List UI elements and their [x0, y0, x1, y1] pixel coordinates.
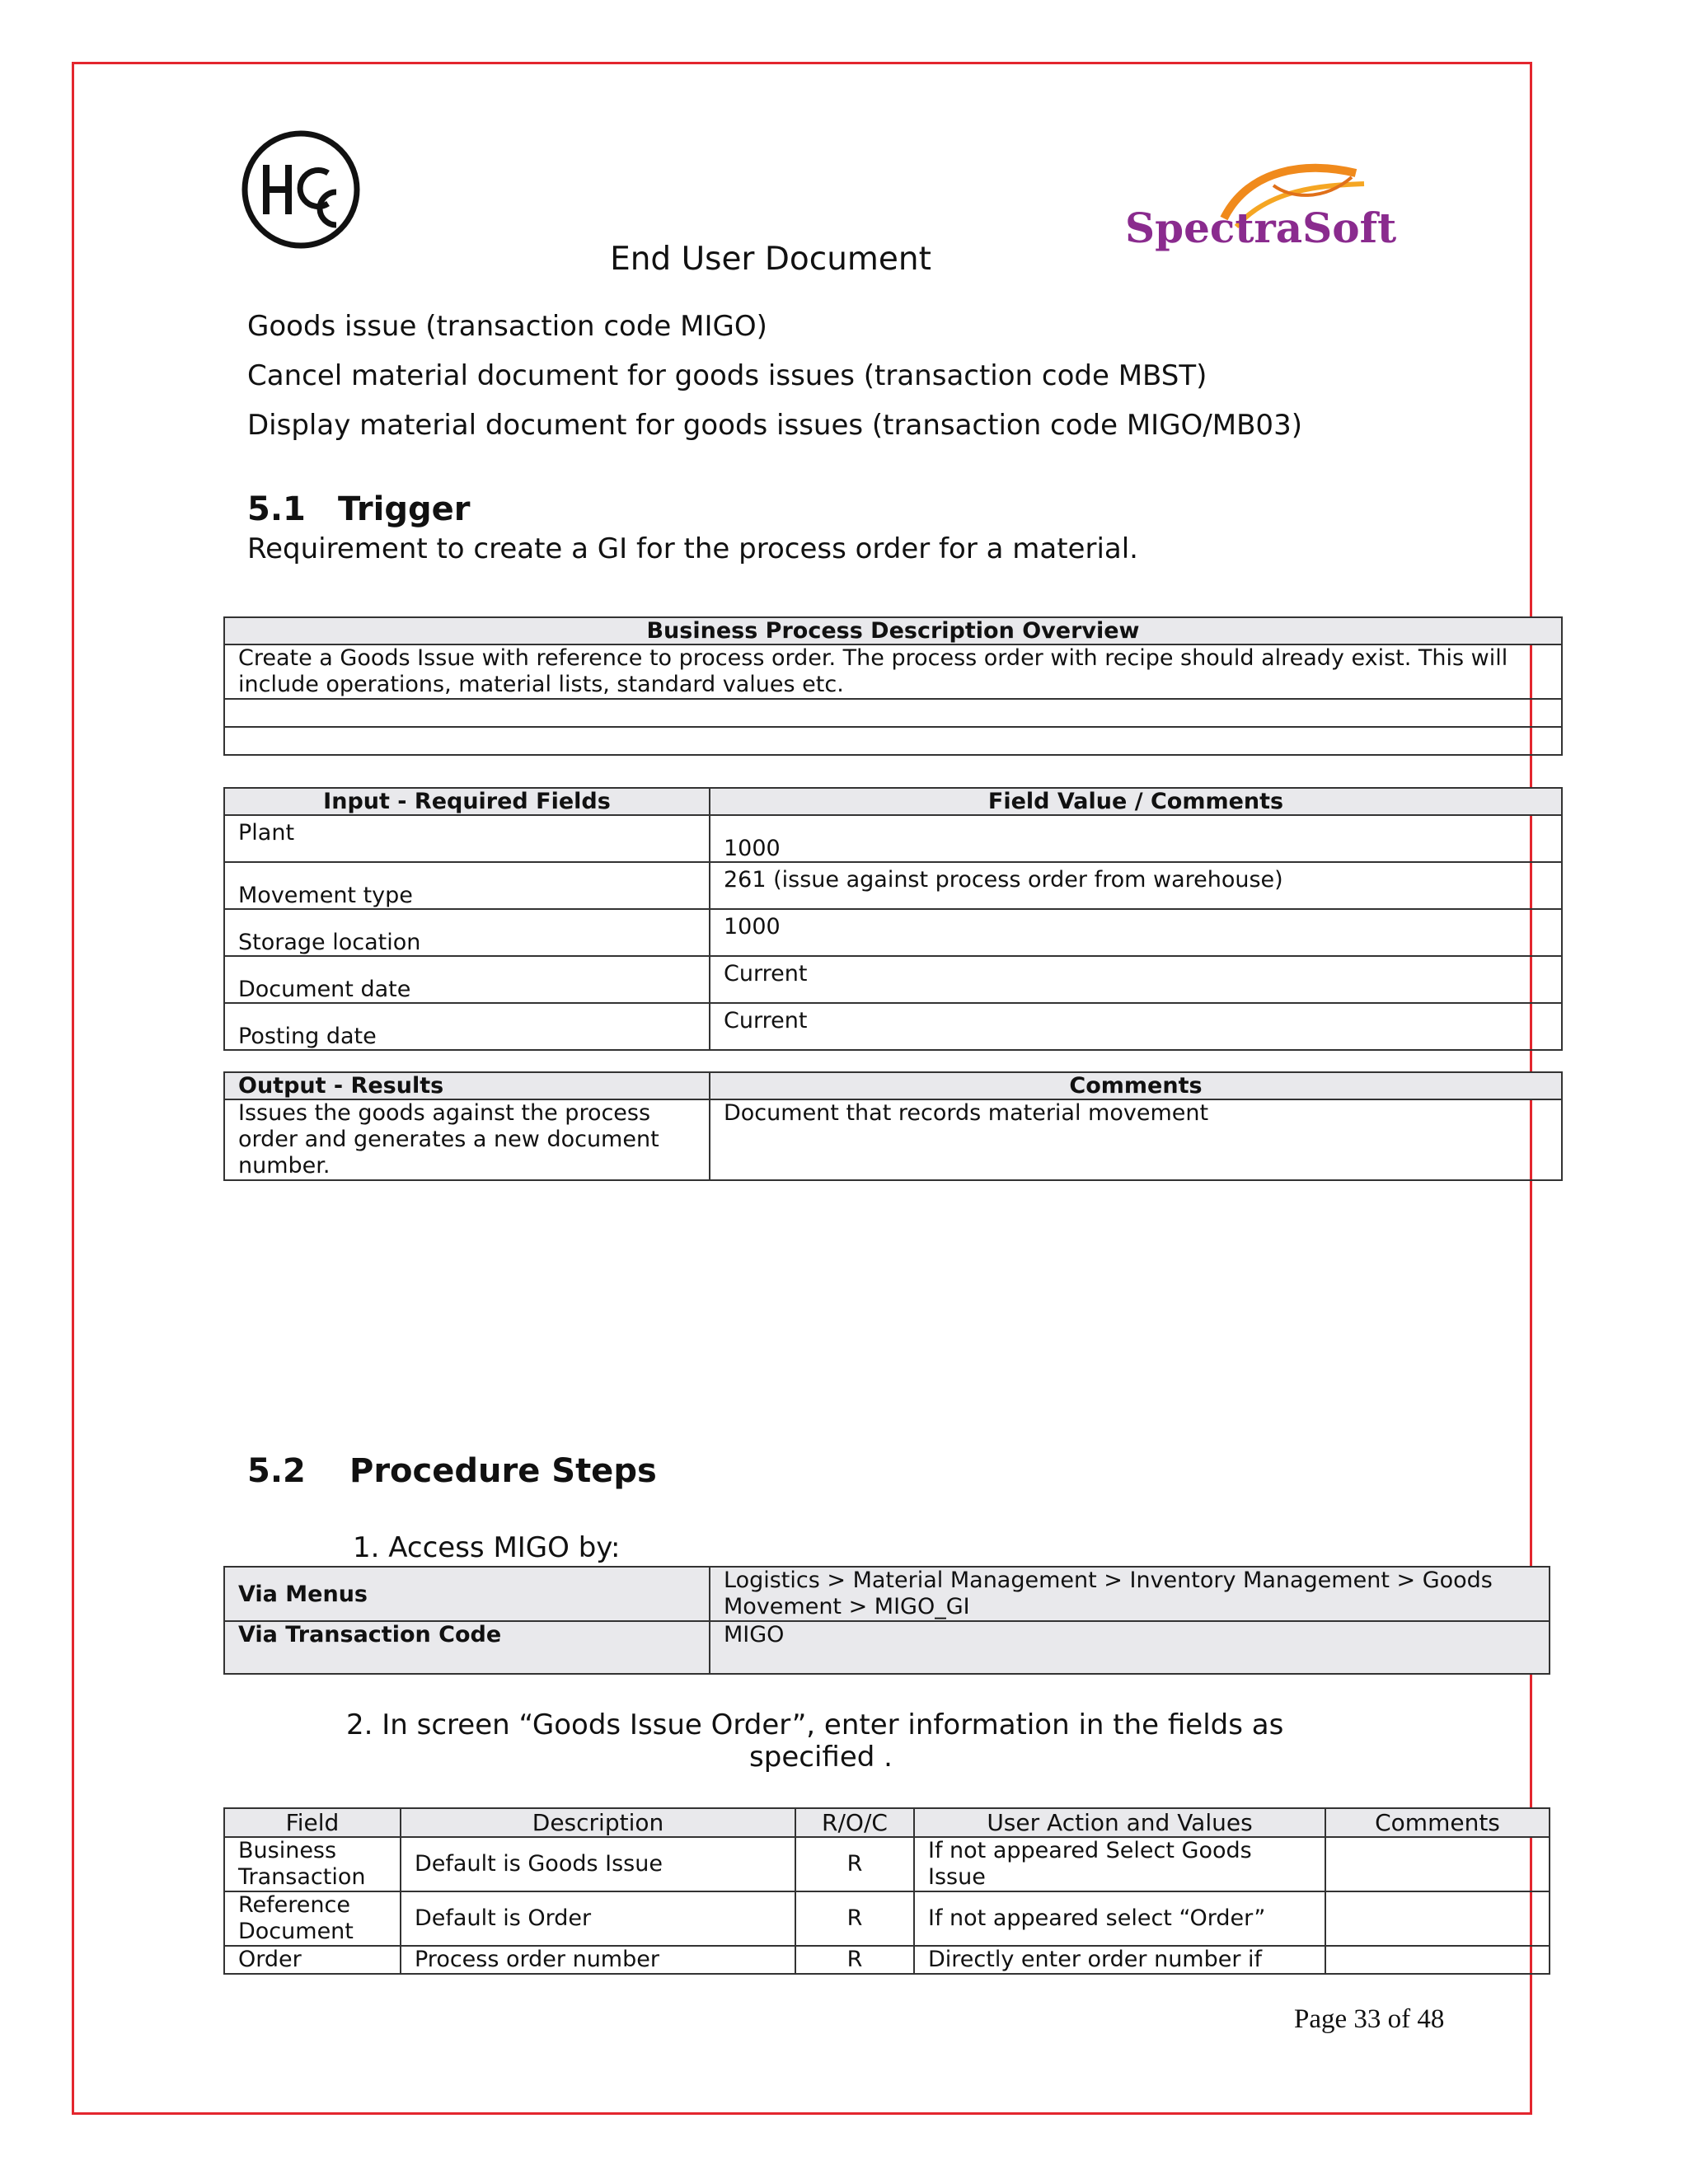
section-title: Trigger: [338, 490, 471, 528]
via-tcode-label: Via Transaction Code: [224, 1621, 710, 1674]
table-row: [224, 1003, 1562, 1050]
intro-line-1: Goods issue (transaction code MIGO): [247, 310, 767, 343]
trigger-text: Requirement to create a GI for the process order for a material.: [247, 532, 1138, 565]
roc-cell: R: [795, 1946, 914, 1974]
goods-issue-fields-table: [223, 1807, 1550, 1975]
table-row: [224, 956, 1562, 1003]
hcc-logo: [239, 128, 363, 251]
access-migo-table: [223, 1566, 1550, 1675]
comment-cell: Document that records material movement: [710, 1099, 1562, 1180]
output-results-table: [223, 1071, 1563, 1181]
field-cell: Reference Document: [224, 1891, 401, 1946]
value-cell: 1000: [710, 909, 1562, 956]
section-number: 5.1: [247, 490, 306, 528]
comments-col-header: Comments: [710, 1072, 1562, 1099]
table-row: [224, 815, 1562, 862]
description-cell: Default is Order: [401, 1891, 795, 1946]
description-cell: Process order number: [401, 1946, 795, 1974]
via-menus-value: Logistics > Material Management > Inventory Management > Goods Movement > MIGO_GI: [710, 1567, 1550, 1621]
header-description: Description: [401, 1808, 795, 1837]
overview-text: Create a Goods Issue with reference to process order. The process order with recipe should already exist. This will include operations, material lists, standard values etc.: [224, 644, 1562, 699]
action-cell: Directly enter order number if: [914, 1946, 1325, 1974]
value-cell: 261 (issue against process order from warehouse): [710, 862, 1562, 909]
intro-line-2: Cancel material document for goods issues (transaction code MBST): [247, 359, 1207, 392]
comments-cell: [1325, 1946, 1550, 1974]
overview-empty-row: [224, 699, 1562, 727]
section-heading-procedure: [247, 1452, 657, 1490]
field-cell: Business Transaction: [224, 1837, 401, 1891]
table-row: [224, 1946, 1550, 1974]
comments-cell: [1325, 1837, 1550, 1891]
table-row: [224, 1891, 1550, 1946]
value-cell: Current: [710, 956, 1562, 1003]
action-cell: If not appeared Select Goods Issue: [914, 1837, 1325, 1891]
input-fields-table: [223, 787, 1563, 1051]
table-row: [224, 1621, 1550, 1674]
field-cell: Posting date: [224, 1003, 710, 1050]
spectrasoft-logo-text: SpectraSoft: [1125, 204, 1397, 252]
via-tcode-value: MIGO: [710, 1621, 1550, 1674]
result-cell: Issues the goods against the process order and generates a new document number.: [224, 1099, 710, 1180]
field-cell: Plant: [224, 815, 710, 862]
overview-header: Business Process Description Overview: [224, 617, 1562, 644]
roc-cell: R: [795, 1837, 914, 1891]
step-2-line-1: 2. In screen “Goods Issue Order”, enter information in the fields as: [346, 1708, 1284, 1741]
field-cell: Order: [224, 1946, 401, 1974]
step-1-text: 1. Access MIGO by:: [353, 1531, 621, 1564]
value-cell: Current: [710, 1003, 1562, 1050]
table-row: [224, 1837, 1550, 1891]
field-cell: Document date: [224, 956, 710, 1003]
table-row: [224, 1567, 1550, 1621]
header-user-action: User Action and Values: [914, 1808, 1325, 1837]
output-col-header: Output - Results: [224, 1072, 710, 1099]
comments-cell: [1325, 1891, 1550, 1946]
input-col-header: Input - Required Fields: [224, 788, 710, 815]
value-cell: 1000: [710, 815, 1562, 862]
value-col-header: Field Value / Comments: [710, 788, 1562, 815]
document-title: End User Document: [610, 241, 931, 278]
page-number: Page 33 of 48: [1294, 2004, 1445, 2034]
table-row: [224, 1099, 1562, 1180]
overview-table: [223, 616, 1563, 756]
table-row: [224, 862, 1562, 909]
header-roc: R/O/C: [795, 1808, 914, 1837]
section-heading-trigger: [247, 490, 470, 528]
description-cell: Default is Goods Issue: [401, 1837, 795, 1891]
field-cell: Storage location: [224, 909, 710, 956]
action-cell: If not appeared select “Order”: [914, 1891, 1325, 1946]
roc-cell: R: [795, 1891, 914, 1946]
overview-empty-row: [224, 727, 1562, 755]
header-comments: Comments: [1325, 1808, 1550, 1837]
field-cell: Movement type: [224, 862, 710, 909]
step-2-line-2: specified .: [749, 1741, 893, 1774]
section-title: Procedure Steps: [349, 1452, 657, 1490]
intro-line-3: Display material document for goods issues (transaction code MIGO/MB03): [247, 409, 1302, 442]
section-number: 5.2: [247, 1452, 306, 1490]
table-row: [224, 909, 1562, 956]
header-field: Field: [224, 1808, 401, 1837]
via-menus-label: Via Menus: [224, 1567, 710, 1621]
